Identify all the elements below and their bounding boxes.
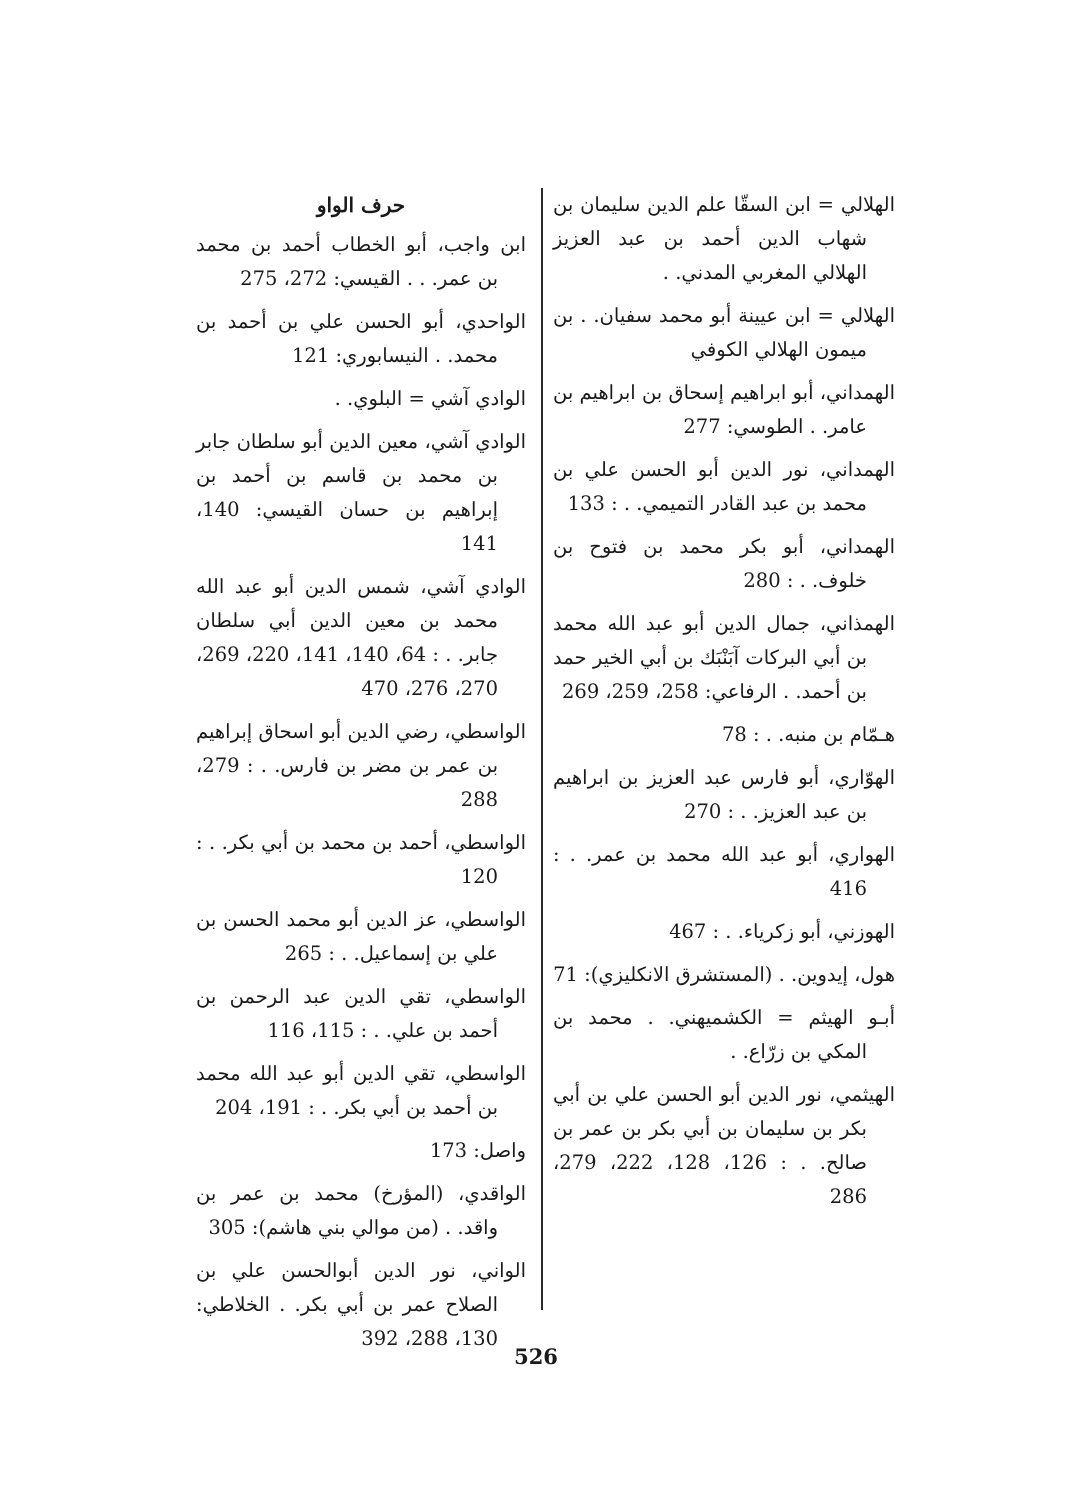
index-entry: الهمذاني، جمال الدين أبو عبد الله محمد بن أبي البركات آبَنْبَك بن أبي الخير حمد بن أحمد. . الرفاعي: 258، 259، 269 [553, 612, 895, 703]
index-entry: هـمّام بن منبه. . : 78 [721, 723, 895, 746]
index-entry: الهوزني، أبو زكرياء. . : 467 [669, 920, 895, 943]
page-number: 526 [514, 1344, 558, 1369]
index-entry: هول، إيدوين. . (المستشرق الانكليزي): 71 [553, 963, 895, 986]
index-entry: الواسطي، تقي الدين عبد الرحمن بن أحمد بن علي. . : 115، 116 [196, 985, 526, 1042]
index-entry: الواسطي، رضي الدين أبو اسحاق إبراهيم بن عمر بن مضر بن فارس. . : 279، 288 [196, 720, 526, 811]
index-entry: الواني، نور الدين أبوالحسن علي بن الصلاح عمر بن أبي بكر. . الخلاطي: 130، 288، 392 [196, 1259, 526, 1350]
index-entry: الهيثمي، نور الدين أبو الحسن علي بن أبي بكر بن سليمان بن أبي بكر بن عمر بن صالح. . : 126، 128، 222، 279، 286 [553, 1083, 895, 1208]
index-entry: الواقدي، (المؤرخ) محمد بن عمر بن واقد. . (من موالي بني هاشم): 305 [196, 1182, 526, 1239]
index-entry: الهلالي = ابن السقّا علم الدين سليمان بن شهاب الدين أحمد بن عبد العزيز الهلالي المغربي المدني. . [553, 193, 895, 284]
index-entry: ابن واجب، أبو الخطاب أحمد بن محمد بن عمر. . . القيسي: 272، 275 [196, 233, 526, 290]
index-entry: الهمداني، نور الدين أبو الحسن علي بن محمد بن عبد القادر التميمي. . : 133 [553, 458, 895, 515]
index-entry: الوادي آشي، معين الدين أبو سلطان جابر بن محمد بن قاسم بن أحمد بن إبراهيم بن حسان القيسي: 140، 141 [196, 430, 526, 555]
index-entry: الوادي آشي = البلوي. . [334, 387, 526, 410]
index-entry: الواسطي، عز الدين أبو محمد الحسن بن علي بن إسماعيل. . : 265 [196, 908, 526, 965]
index-entry: الهلالي = ابن عيينة أبو محمد سفيان. . بن ميمون الهلالي الكوفي [553, 304, 895, 361]
index-entry: الواسطي، تقي الدين أبو عبد الله محمد بن أحمد بن أبي بكر. . : 191، 204 [196, 1062, 526, 1119]
index-entry: الواحدي، أبو الحسن علي بن أحمد بن محمد. . النيسابوري: 121 [196, 310, 526, 367]
column-divider [541, 188, 543, 1310]
index-entry: الهمداني، أبو ابراهيم إسحاق بن ابراهيم بن عامر. . الطوسي: 277 [553, 381, 895, 438]
index-entry: الهمداني، أبو بكر محمد بن فتوح بن خلوف. . : 280 [553, 535, 895, 592]
index-column-left [196, 188, 526, 1365]
index-entry: أبـو الهيثم = الكشميهني. . محمد بن المكي بن زرّاع. . [553, 1006, 895, 1063]
index-entry: واصل: 173 [429, 1139, 526, 1162]
index-entry: الهواري، أبو عبد الله محمد بن عمر. . : 416 [553, 843, 895, 900]
section-heading: حرف الواو [316, 193, 406, 217]
index-entry: الهوّاري، أبو فارس عبد العزيز بن ابراهيم بن عبد العزيز. . : 270 [553, 766, 895, 823]
index-entry: الواسطي، أحمد بن محمد بن أبي بكر. . : 120 [196, 831, 526, 888]
index-entry: الوادي آشي، شمس الدين أبو عبد الله محمد بن معين الدين أبي سلطان جابر. . : 64، 140، 141، 220، 269، 270، 276، 470 [196, 575, 526, 700]
index-column-right [553, 188, 895, 1223]
